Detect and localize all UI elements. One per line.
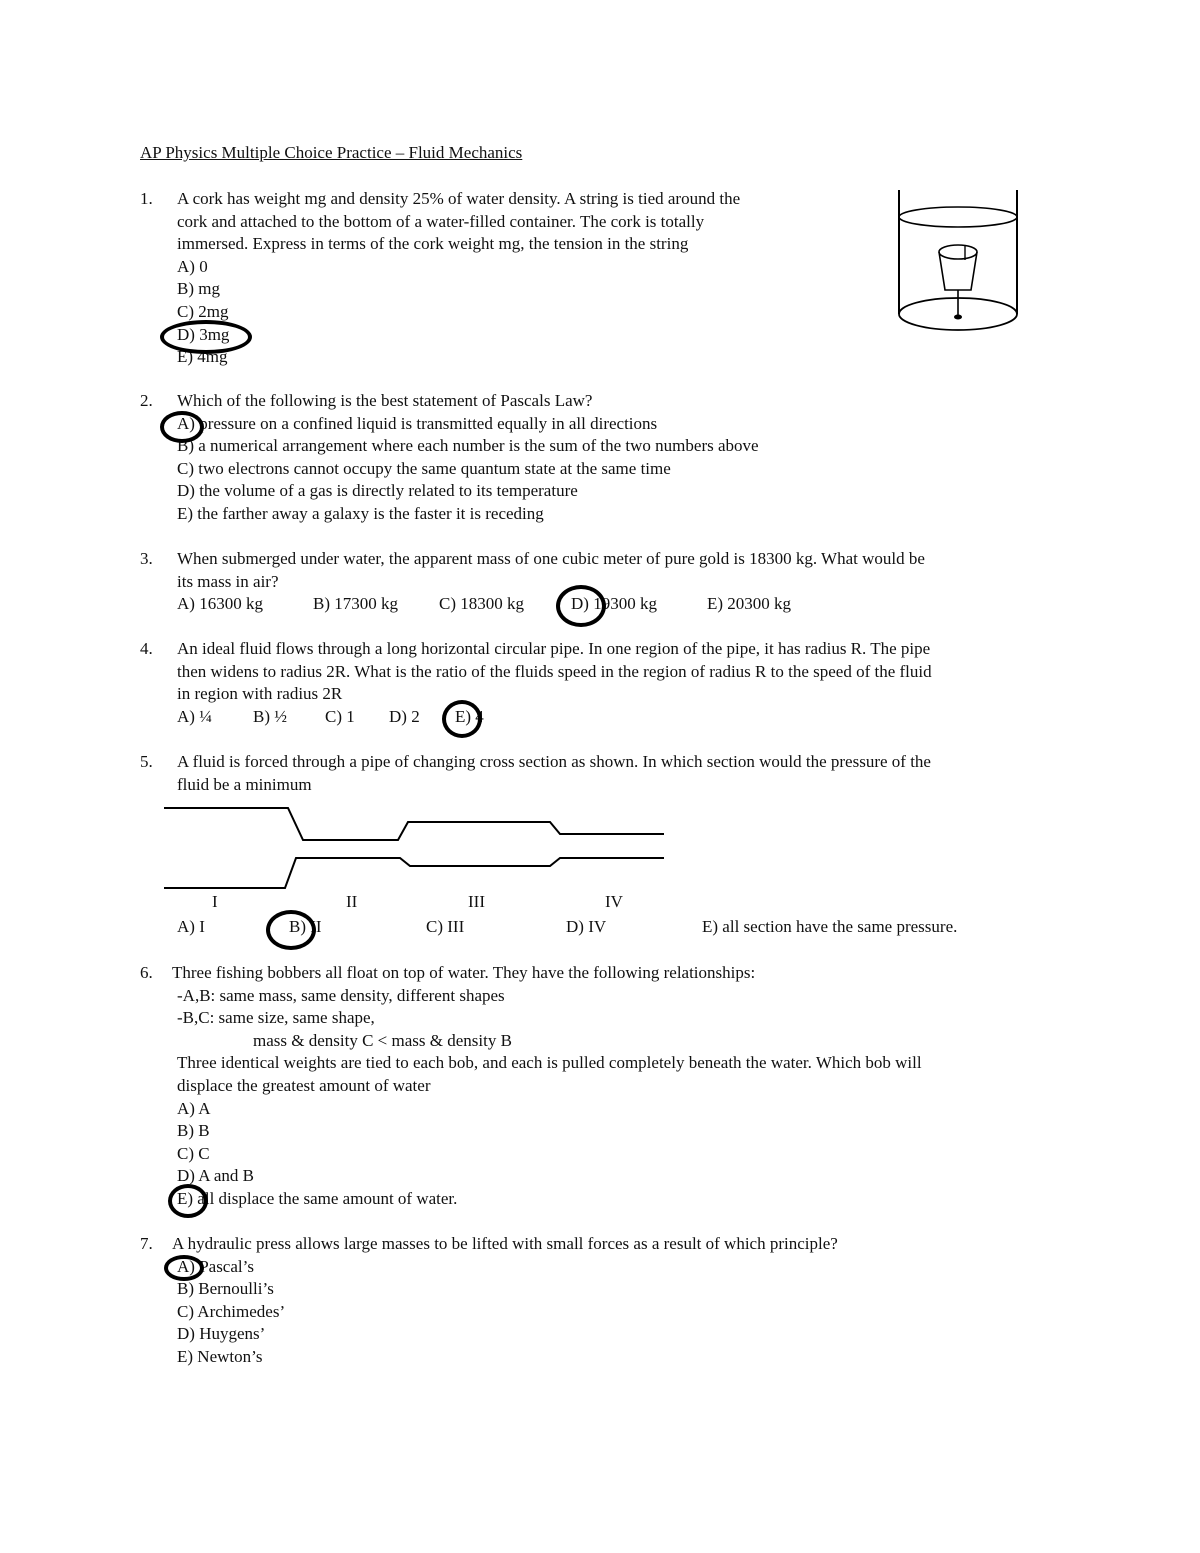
question-4 [140,638,1100,728]
option-a: A) I [177,917,205,936]
option-b: B) B [177,1121,210,1141]
question-text-line: its mass in air? [177,571,279,591]
option-e: E) all displace the same amount of water. [177,1188,458,1208]
option-e: E) the farther away a galaxy is the faster it is receding [177,503,544,523]
question-text-line: then widens to radius 2R. What is the ratio of the fluids speed in the region of radius R to the speed of the fluid [177,661,932,681]
answer-circle-q3 [556,585,606,627]
question-number: 4. [140,639,153,658]
question-text-line: A hydraulic press allows large masses to be lifted with small forces as a result of which principle? [172,1234,838,1253]
option-d: D) IV [566,917,607,936]
option-c: C) 18300 kg [439,594,524,614]
question-6 [140,962,1100,1211]
question-text-line: displace the greatest amount of water [177,1075,431,1095]
option-d: D) 2 [389,706,420,726]
option-d: D) Huygens’ [177,1324,266,1344]
option-a: A) pressure on a confined liquid is transmitted equally in all directions [177,413,658,433]
option-c: C) 2mg [177,301,229,321]
question-5 [140,751,1100,796]
question-number: 3. [140,549,153,568]
question-text-line: mass & density C < mass & density B [253,1030,512,1050]
option-c: C) two electrons cannot occupy the same quantum state at the same time [177,458,671,478]
option-e: E) 4 [455,706,484,726]
question-text-line: Three identical weights are tied to each bob, and each is pulled completely beneath the water. Which bob will [177,1053,922,1073]
option-b: B) ½ [253,706,287,726]
option-b: B) mg [177,279,220,299]
option-c: C) Archimedes’ [177,1301,286,1321]
option-a: A) 0 [177,256,208,276]
question-text-line: immersed. Express in terms of the cork weight mg, the tension in the string [177,234,689,254]
option-e: E) all section have the same pressure. [702,917,958,936]
option-e: E) 4mg [177,347,228,367]
section-label-ii: II [346,892,358,911]
option-b: B) a numerical arrangement where each number is the sum of the two numbers above [177,436,759,456]
section-label-i: I [212,892,218,911]
option-c: C) C [177,1143,210,1163]
pipe-diagram [160,800,670,895]
option-d: D) 19300 kg [571,594,657,614]
option-a: A) A [177,1098,211,1118]
cork-container-diagram [893,188,1023,333]
answer-circle-q1 [160,320,252,354]
option-a: A) Pascal’s [177,1256,254,1276]
question-text-line: A cork has weight mg and density 25% of water density. A string is tied around the [177,189,741,208]
question-text-line: fluid be a minimum [177,774,312,794]
answer-circle-q7 [164,1255,204,1281]
question-text-line: Three fishing bobbers all float on top of water. They have the following relationships: [172,963,756,982]
page-title: AP Physics Multiple Choice Practice – Fluid Mechanics [140,143,523,162]
option-b: B) 17300 kg [313,594,398,614]
question-text-line: An ideal fluid flows through a long horizontal circular pipe. In one region of the pipe, it has radius R. The pipe [177,639,931,658]
option-d: D) 3mg [177,324,230,344]
answer-circle-q4 [442,700,482,738]
question-text-line: -B,C: same size, same shape, [177,1008,375,1028]
question-text-line: in region with radius 2R [177,684,343,704]
section-label-iv: IV [605,892,623,911]
question-2 [140,390,1100,526]
answer-circle-q2 [160,411,204,443]
question-7 [140,1233,1100,1369]
question-text-line: Which of the following is the best statement of Pascals Law? [177,391,593,410]
question-number: 6. [140,963,153,982]
question-3 [140,548,1100,616]
option-a: A) ¼ [177,706,212,726]
question-number: 2. [140,391,153,410]
answer-circle-q5 [266,910,316,950]
option-a: A) 16300 kg [177,594,263,614]
option-d: D) the volume of a gas is directly related to its temperature [177,481,578,501]
section-label-iii: III [468,892,485,911]
option-e: E) Newton’s [177,1346,263,1366]
option-b: B) II [289,917,322,936]
option-e: E) 20300 kg [707,594,792,614]
question-number: 5. [140,752,153,771]
option-d: D) A and B [177,1166,254,1186]
question-number: 7. [140,1234,153,1253]
option-b: B) Bernoulli’s [177,1279,274,1299]
question-text-line: When submerged under water, the apparent mass of one cubic meter of pure gold is 18300 kg. What would be [177,549,925,568]
option-c: C) III [426,917,465,936]
option-c: C) 1 [325,706,355,726]
answer-circle-q6 [168,1184,208,1218]
question-text-line: A fluid is forced through a pipe of changing cross section as shown. In which section would the pressure of the [177,752,931,771]
question-text-line: -A,B: same mass, same density, different shapes [177,985,505,1005]
question-number: 1. [140,189,153,208]
question-text-line: cork and attached to the bottom of a water-filled container. The cork is totally [177,211,705,231]
